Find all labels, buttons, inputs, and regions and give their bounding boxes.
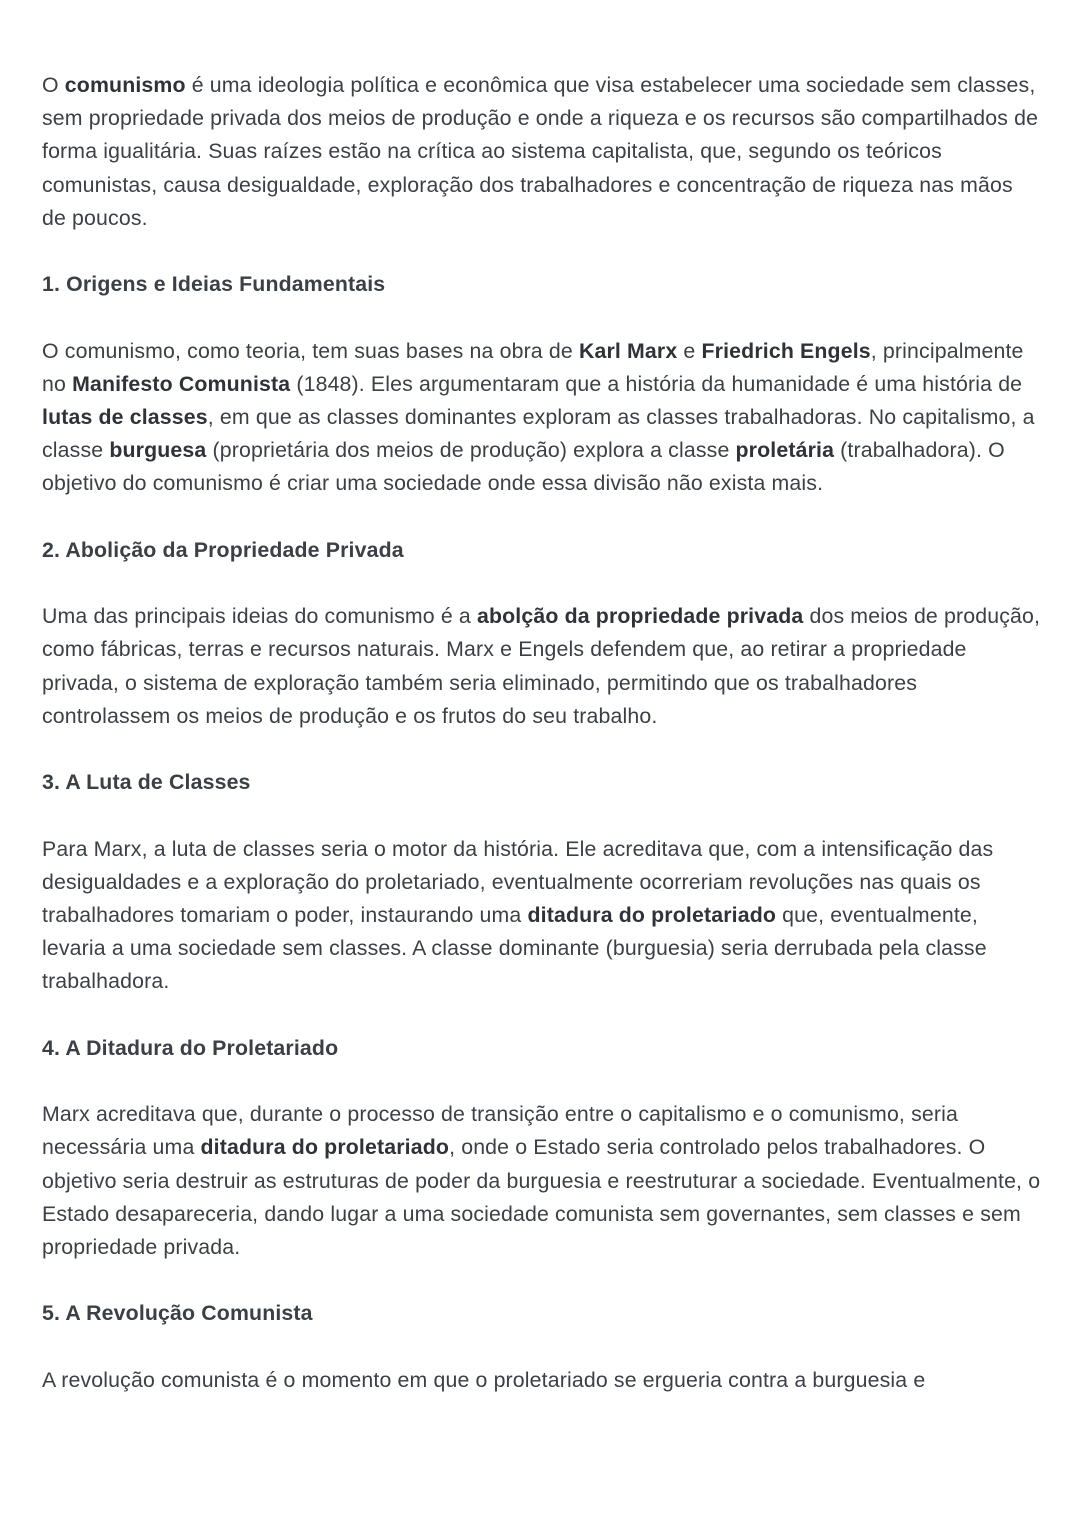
section-heading bbox=[42, 1297, 1042, 1330]
paragraph bbox=[42, 335, 1042, 501]
text-segment: O comunismo, como teoria, tem suas bases na obra de bbox=[42, 338, 579, 363]
bold-term: abolção da propriedade privada bbox=[476, 604, 804, 629]
text-segment: (trabalhadora). O objetivo do comunismo é criar uma sociedade onde essa divisão não exista mais. bbox=[42, 438, 1005, 496]
text-segment: , principalmente no bbox=[42, 338, 1024, 396]
text-segment: e bbox=[677, 338, 702, 363]
text-segment: é uma ideologia política e econômica que visa estabelecer uma sociedade sem classes, sem propriedade privada dos meios de produção e onde a riqueza e os recursos são compartilhados de forma igualitária. Suas raízes estão na crítica ao sistema capitalista, que, segundo os teóricos comunistas, causa desigualdade, exploração dos trabalhadores e concentração de riqueza nas mãos de poucos. bbox=[42, 73, 1039, 230]
bold-term: Karl Marx bbox=[578, 338, 678, 363]
text-segment: 1. Origens e Ideias Fundamentais bbox=[42, 272, 386, 297]
bold-term: ditadura do proletariado bbox=[200, 1135, 450, 1160]
bold-term: Friedrich Engels bbox=[701, 338, 871, 363]
text-segment: Marx acreditava que, durante o processo de transição entre o capitalismo e o comunismo, seria necessária uma bbox=[42, 1102, 958, 1160]
text-segment: 5. A Revolução Comunista bbox=[42, 1301, 313, 1326]
text-segment: 2. Abolição da Propriedade Privada bbox=[42, 537, 404, 562]
text-segment: , em que as classes dominantes exploram as classes trabalhadoras. No capitalismo, a classe bbox=[42, 405, 1035, 463]
text-segment: A revolução comunista é o momento em que o proletariado se ergueria contra a burguesia e bbox=[42, 1367, 926, 1392]
text-segment: Para Marx, a luta de classes seria o motor da história. Ele acreditava que, com a intensificação das desigualdades e a exploração do proletariado, eventualmente ocorreriam revoluções nas quais os trabalhadores tomariam o poder, instaurando uma bbox=[42, 836, 994, 927]
text-segment: Uma das principais ideias do comunismo é a bbox=[42, 604, 477, 629]
paragraph bbox=[42, 69, 1042, 235]
paragraph bbox=[42, 833, 1042, 999]
bold-term: Manifesto Comunista bbox=[72, 371, 291, 396]
text-segment: (1848). Eles argumentaram que a história da humanidade é uma história de bbox=[290, 371, 1023, 396]
text-segment: (proprietária dos meios de produção) explora a classe bbox=[206, 438, 736, 463]
section-heading bbox=[42, 268, 1042, 301]
paragraph bbox=[42, 1364, 1042, 1397]
section-heading bbox=[42, 766, 1042, 799]
bold-term: burguesa bbox=[109, 438, 207, 463]
text-segment: , onde o Estado seria controlado pelos trabalhadores. O objetivo seria destruir as estruturas de poder da burguesia e reestruturar a sociedade. Eventualmente, o Estado desapareceria, dando lugar a uma sociedade comunista sem governantes, sem classes e sem propriedade privada. bbox=[42, 1135, 1041, 1259]
text-segment: dos meios de produção, como fábricas, terras e recursos naturais. Marx e Engels defendem que, ao retirar a propriedade privada, o sistema de exploração também seria eliminado, permitindo que os trabalhadores controlassem os meios de produção e os frutos do seu trabalho. bbox=[42, 604, 1041, 728]
text-segment: 3. A Luta de Classes bbox=[42, 770, 251, 795]
section-heading bbox=[42, 1032, 1042, 1065]
bold-term: lutas de classes bbox=[42, 405, 208, 429]
text-segment: O bbox=[42, 73, 65, 97]
paragraph bbox=[42, 600, 1042, 733]
text-segment: que, eventualmente, levaria a uma sociedade sem classes. A classe dominante (burguesia) seria derrubada pela classe trabalhadora. bbox=[42, 902, 987, 994]
bold-term: proletária bbox=[735, 438, 835, 463]
paragraph bbox=[42, 1098, 1042, 1264]
bold-term: comunismo bbox=[64, 73, 186, 97]
text-segment: 4. A Ditadura do Proletariado bbox=[42, 1035, 339, 1060]
bold-term: ditadura do proletariado bbox=[527, 902, 777, 927]
section-heading bbox=[42, 534, 1042, 567]
